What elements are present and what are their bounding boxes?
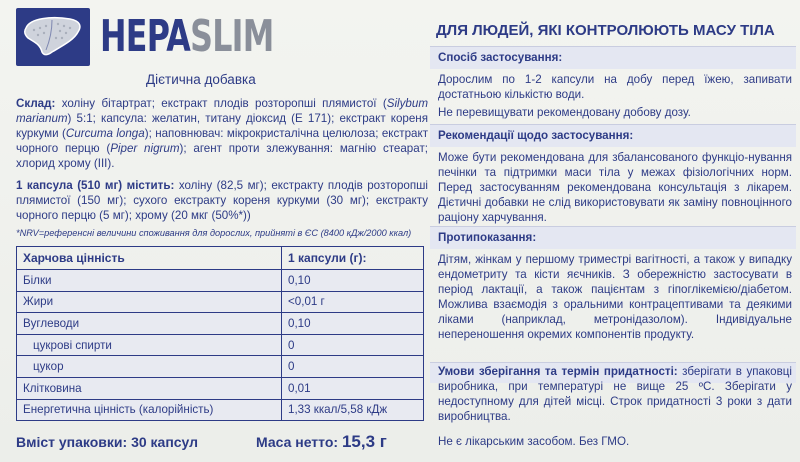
row-name: цукор xyxy=(17,356,282,378)
row-name: Вуглеводи xyxy=(17,313,282,335)
nrv-footnote: *NRV=референсні величини споживання для дорослих, прийняті в ЄС (8400 кДж/2000 ккал) xyxy=(16,228,412,238)
composition-text: Склад: холіну бітартрат; екстракт плодів розторопші плямистої (Silybum marianum) 5:1; капсула: желатин, титану діоксид (Е 171); екстракт кореня куркуми (Curcuma longa); наповнювач: мікрокристалічна целюлоза; екстракт чорного перцю (Piper nigrum); агент проти злежування: магнію стеарат; хлорид хрому (III). xyxy=(16,97,429,170)
recommendations-text: Може бути рекомендована для збалансованого функціо-нування печінки та підтримки маси тіла у межах фізіологічних норм. Перед застосуванням рекомендована консультація з лікарем. Дієтичні добавки не слід використовувати як заміну повноцінного раціону харчування. xyxy=(438,151,792,224)
row-value: 0,10 xyxy=(282,270,424,292)
table-row xyxy=(17,270,424,292)
row-value: 0,10 xyxy=(282,313,424,335)
nutrition-header-value: 1 капсули (г): xyxy=(282,247,424,270)
final-note: Не є лікарським засобом. Без ГМО. xyxy=(438,435,630,448)
brand-name: HEPASLIM xyxy=(100,11,274,62)
capsule-content-text: 1 капсула (510 мг) містить: холіну (82,5 мг); екстракту плодів розторопші плямистої (150 мг); сухого екстракту кореня куркуми (30 мг); екстракту чорного перцю (5 мг); хрому (20 мкг (50%*)) xyxy=(16,179,428,222)
nutrition-header-name: Харчова цінність xyxy=(17,247,282,270)
row-value: 0,01 xyxy=(282,377,424,399)
contraindications-heading: Протипоказання: xyxy=(438,231,537,244)
row-value: <0,01 г xyxy=(282,291,424,313)
row-name: Енергетична цінність (калорійність) xyxy=(17,399,282,421)
net-weight: Маса нетто: 15,3 г xyxy=(256,432,387,451)
contraindications-text: Дітям, жінкам у першому триместрі вагітності, а також у випадку ендометриту та кісти яєчників. З обережністю застосувати в період лактації, а також пацієнтам з гіпоглікемією/діабетом. Можлива взаємодія з оральними контрацептивами та деякими ліками (наприклад, метронідазолом). Індивідуальне непереношення окремих компонентів продукту. xyxy=(438,253,792,341)
row-name: цукрові спирти xyxy=(17,334,282,356)
logo-badge xyxy=(16,8,90,66)
usage-text: Дорослим по 1-2 капсули на добу перед їжею, запивати достатньою кількістю води. Не перевищувати рекомендовану добову дозу. xyxy=(438,73,792,119)
product-subtitle: Дієтична добавка xyxy=(146,72,256,87)
table-row xyxy=(17,334,424,356)
target-audience-title: ДЛЯ ЛЮДЕЙ, ЯКІ КОНТРОЛЮЮТЬ МАСУ ТІЛА xyxy=(436,22,775,39)
right-column xyxy=(436,0,796,462)
usage-heading: Спосіб застосування: xyxy=(438,51,563,64)
recommendations-heading: Рекомендації щодо застосування: xyxy=(438,129,634,142)
package-contents: Вміст упаковки: 30 капсул xyxy=(16,434,199,450)
table-row xyxy=(17,291,424,313)
row-value: 0 xyxy=(282,334,424,356)
table-header-row xyxy=(17,247,424,270)
row-value: 0 xyxy=(282,356,424,378)
storage-text: Умови зберігання та термін придатності: зберігати в упаковці виробника, при температурі не вище 25 ºС. Зберігати у недоступному для дітей місці. Строк придатності 3 роки з дати виробництва. xyxy=(438,365,792,423)
row-name: Жири xyxy=(17,291,282,313)
table-row xyxy=(17,399,424,421)
table-row xyxy=(17,377,424,399)
liver-icon xyxy=(22,14,84,60)
nutrition-table xyxy=(16,246,424,421)
row-name: Клітковина xyxy=(17,377,282,399)
table-row xyxy=(17,313,424,335)
table-row xyxy=(17,356,424,378)
left-column xyxy=(8,0,428,462)
row-name: Білки xyxy=(17,270,282,292)
row-value: 1,33 ккал/5,58 кДж xyxy=(282,399,424,421)
